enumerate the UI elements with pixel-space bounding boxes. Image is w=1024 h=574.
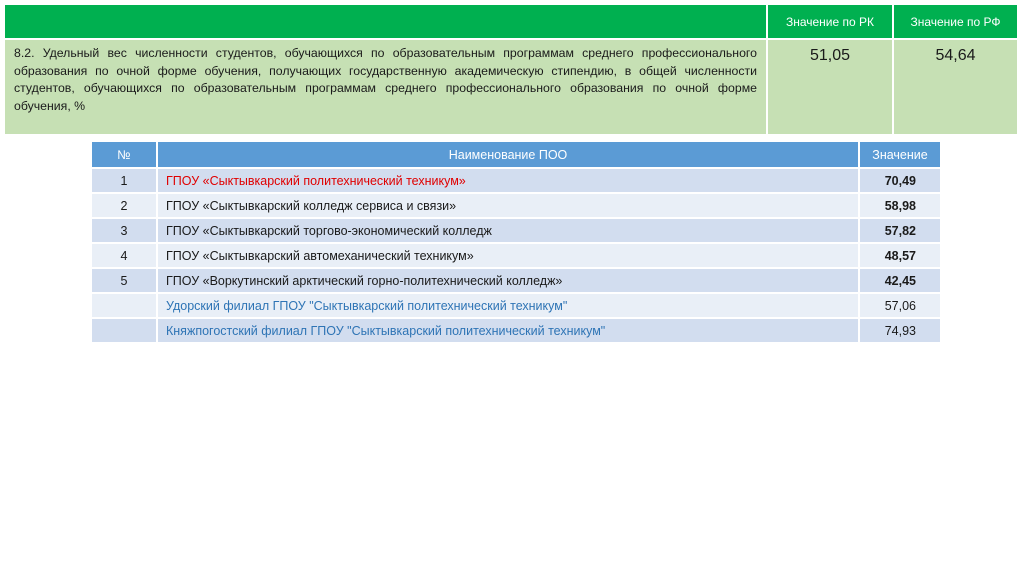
table-row — [92, 268, 940, 293]
row-name: ГПОУ «Сыктывкарский политехнический техникум» — [157, 168, 859, 193]
table-row — [92, 168, 940, 193]
row-name: ГПОУ «Воркутинский арктический горно-политехнический колледж» — [157, 268, 859, 293]
row-value: 70,49 — [859, 168, 940, 193]
row-name: ГПОУ «Сыктывкарский автомеханический техникум» — [157, 243, 859, 268]
row-name: Удорский филиал ГПОУ "Сыктывкарский политехнический техникум" — [157, 293, 859, 318]
row-number — [92, 318, 157, 342]
header-name: Наименование ПОО — [157, 142, 859, 168]
row-number — [92, 293, 157, 318]
table-row — [92, 193, 940, 218]
indicator-row — [5, 39, 1017, 134]
table-row — [92, 243, 940, 268]
value-rk: 51,05 — [809, 47, 851, 64]
row-name: Княжпогостский филиал ГПОУ "Сыктывкарский политехнический техникум" — [157, 318, 859, 342]
table-row — [92, 218, 940, 243]
header-value-rf: Значение по РФ — [893, 5, 1017, 39]
row-value: 48,57 — [859, 243, 940, 268]
header-value: Значение — [859, 142, 940, 168]
poo-table — [92, 142, 940, 342]
indicator-table — [5, 5, 1017, 134]
row-number: 5 — [92, 268, 157, 293]
row-number: 2 — [92, 193, 157, 218]
row-number: 3 — [92, 218, 157, 243]
row-value: 42,45 — [859, 268, 940, 293]
header-number: № — [92, 142, 157, 168]
row-value: 57,06 — [859, 293, 940, 318]
row-name: ГПОУ «Сыктывкарский колледж сервиса и связи» — [157, 193, 859, 218]
table-row — [92, 318, 940, 342]
indicator-cell — [5, 39, 767, 134]
row-value: 57,82 — [859, 218, 940, 243]
row-value: 74,93 — [859, 318, 940, 342]
indicator-header-blank — [5, 5, 767, 39]
table-row — [92, 293, 940, 318]
poo-header-row — [92, 142, 940, 168]
row-number: 1 — [92, 168, 157, 193]
header-value-rk: Значение по РК — [767, 5, 893, 39]
value-rk-cell — [767, 39, 893, 134]
indicator-description: 8.2. Удельный вес численности студентов, обучающихся по образовательным программам среднего профессионального образования по очной форме обучения, получающих государственную академическую стипендию, в общей численности студентов, обучающихся по образовательным программам среднего профессионального образования по очной форме обучения, % — [14, 46, 757, 113]
value-rf-cell — [893, 39, 1017, 134]
indicator-header-row — [5, 5, 1017, 39]
row-number: 4 — [92, 243, 157, 268]
value-rf: 54,64 — [935, 47, 976, 64]
row-value: 58,98 — [859, 193, 940, 218]
row-name: ГПОУ «Сыктывкарский торгово-экономический колледж — [157, 218, 859, 243]
